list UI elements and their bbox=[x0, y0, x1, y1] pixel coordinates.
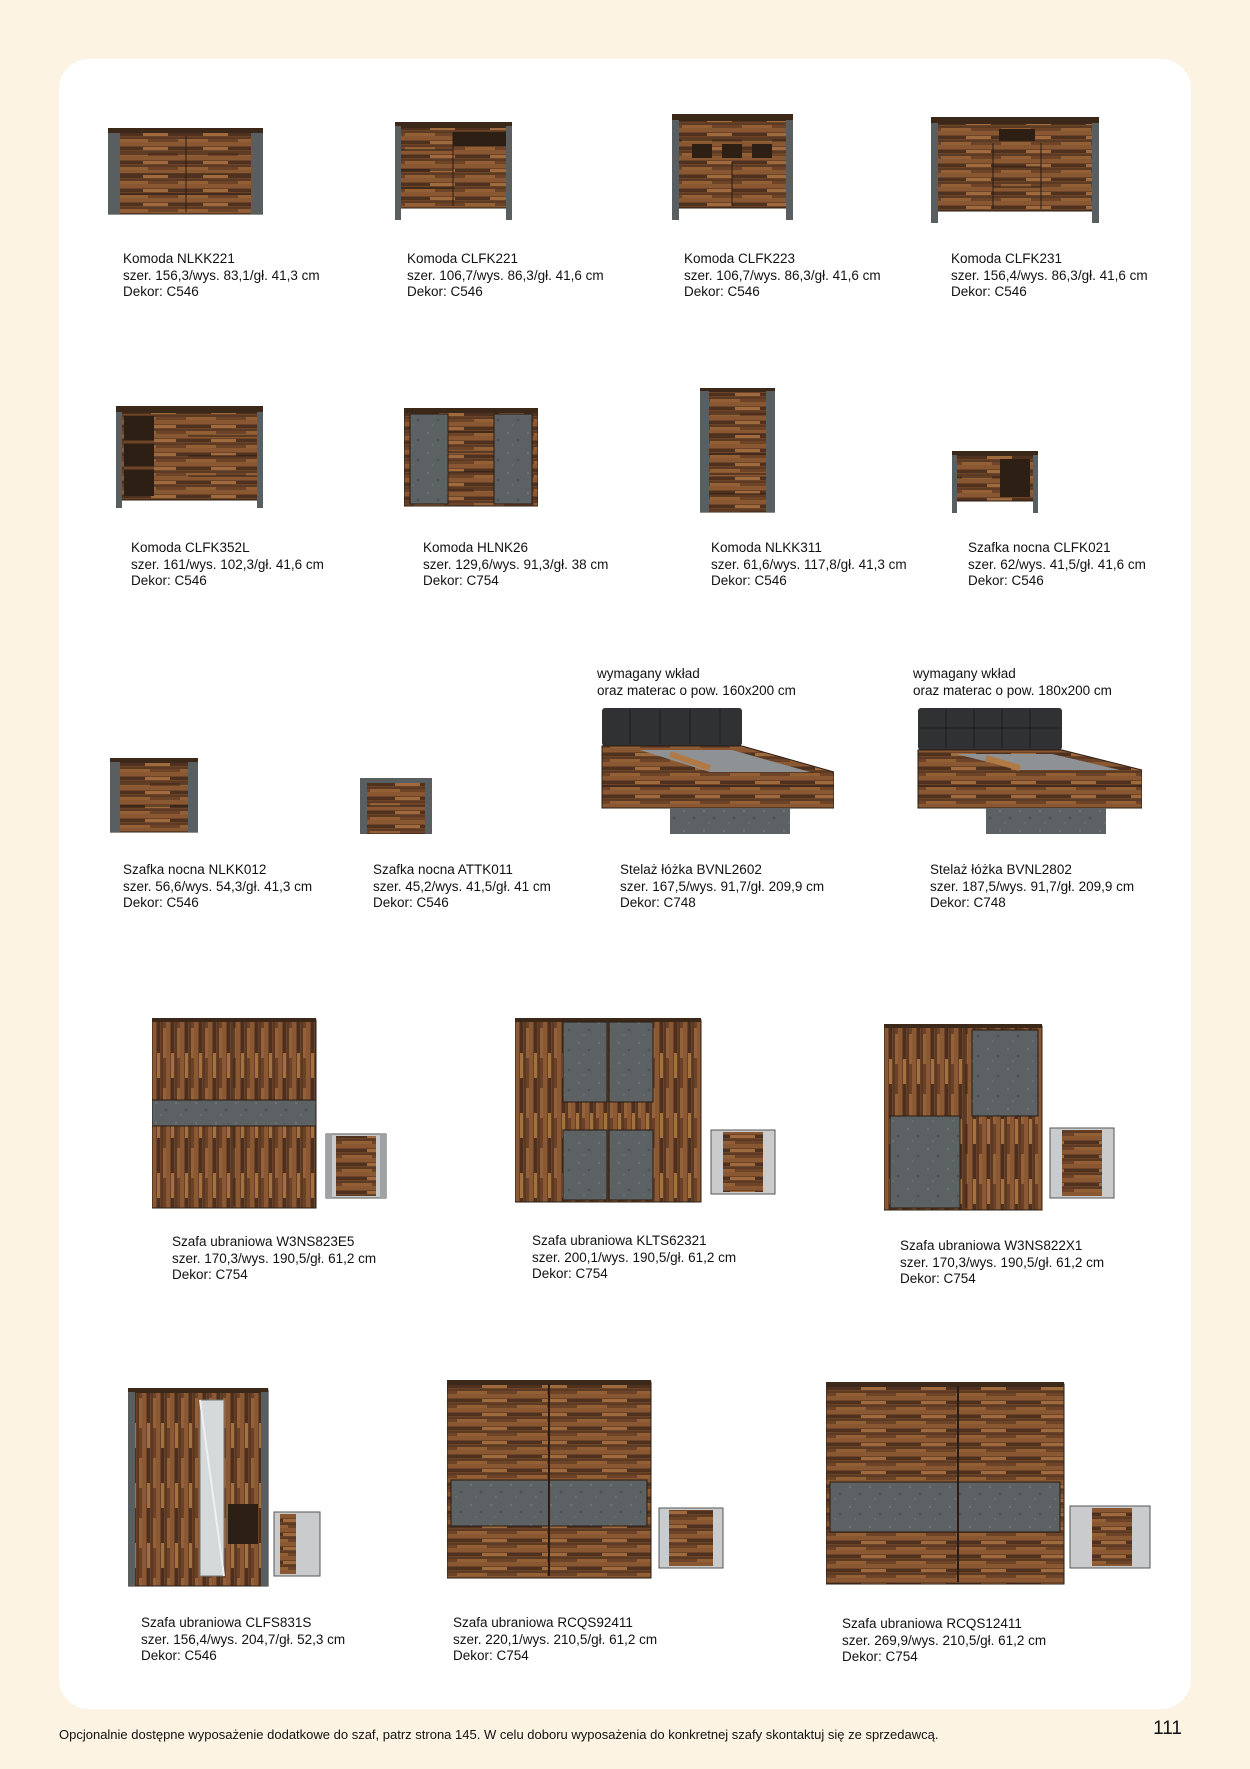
product-caption bbox=[407, 251, 604, 301]
product-name: Komoda CLFK352L bbox=[131, 540, 250, 555]
product-decor: Dekor: C546 bbox=[141, 1648, 217, 1663]
product-dimensions: szer. 187,5/wys. 91,7/gł. 209,9 cm bbox=[930, 878, 1135, 894]
product-dimensions: szer. 129,6/wys. 91,3/gł. 38 cm bbox=[423, 556, 609, 572]
product-image-w3ns823e5 bbox=[152, 1018, 388, 1210]
product-decor: Dekor: C754 bbox=[172, 1267, 248, 1282]
footer-note: Opcjonalnie dostępne wyposażenie dodatkowe do szaf, patrz strona 145. W celu doboru wyposażenia do konkretnej szafy skontaktuj się ze sprzedawcą. bbox=[59, 1727, 939, 1742]
product-image-clfk223 bbox=[672, 114, 793, 220]
product-decor: Dekor: C546 bbox=[407, 284, 483, 299]
product-name: Szafka nocna ATTK011 bbox=[373, 862, 513, 877]
product-caption bbox=[172, 1234, 376, 1284]
product-decor: Dekor: C546 bbox=[968, 573, 1044, 588]
product-caption bbox=[123, 862, 312, 912]
product-image-attk011 bbox=[360, 778, 432, 834]
product-caption bbox=[968, 540, 1146, 590]
product-name: Komoda NLKK221 bbox=[123, 251, 235, 266]
product-name: Stelaż łóżka BVNL2602 bbox=[620, 862, 762, 877]
product-caption bbox=[930, 862, 1134, 912]
product-image-clfk021 bbox=[952, 451, 1038, 513]
product-name: Komoda HLNK26 bbox=[423, 540, 529, 555]
product-caption bbox=[423, 540, 608, 590]
product-image-clfk352l bbox=[116, 406, 263, 508]
bed-note-line: oraz materac o pow. 160x200 cm bbox=[597, 682, 796, 698]
product-caption bbox=[532, 1233, 736, 1283]
product-image-rcqs12411 bbox=[826, 1382, 1152, 1586]
product-name: Szafka nocna CLFK021 bbox=[968, 540, 1111, 555]
product-image-nlkk311 bbox=[700, 388, 775, 514]
product-image-klts62321 bbox=[515, 1018, 777, 1204]
product-decor: Dekor: C754 bbox=[532, 1266, 608, 1281]
product-caption bbox=[842, 1616, 1046, 1666]
product-caption bbox=[373, 862, 551, 912]
product-decor: Dekor: C748 bbox=[930, 895, 1006, 910]
product-dimensions: szer. 106,7/wys. 86,3/gł. 41,6 cm bbox=[407, 267, 604, 283]
product-decor: Dekor: C748 bbox=[620, 895, 696, 910]
product-dimensions: szer. 156,3/wys. 83,1/gł. 41,3 cm bbox=[123, 267, 320, 283]
product-decor: Dekor: C546 bbox=[684, 284, 760, 299]
product-dimensions: szer. 200,1/wys. 190,5/gł. 61,2 cm bbox=[532, 1249, 737, 1265]
product-image-bvnl2602 bbox=[600, 706, 834, 836]
product-dimensions: szer. 56,6/wys. 54,3/gł. 41,3 cm bbox=[123, 878, 313, 894]
product-dimensions: szer. 170,3/wys. 190,5/gł. 61,2 cm bbox=[172, 1250, 377, 1266]
product-dimensions: szer. 62/wys. 41,5/gł. 41,6 cm bbox=[968, 556, 1146, 572]
product-name: Komoda CLFK223 bbox=[684, 251, 796, 266]
bed-note-line: wymagany wkład bbox=[913, 666, 1016, 681]
product-name: Szafa ubraniowa KLTS62321 bbox=[532, 1233, 707, 1248]
product-name: Komoda CLFK221 bbox=[407, 251, 519, 266]
product-dimensions: szer. 45,2/wys. 41,5/gł. 41 cm bbox=[373, 878, 551, 894]
product-decor: Dekor: C546 bbox=[711, 573, 787, 588]
product-image-nlkk012 bbox=[110, 758, 198, 834]
product-caption bbox=[123, 251, 320, 301]
page-number: 111 bbox=[1153, 1718, 1182, 1739]
product-dimensions: szer. 156,4/wys. 204,7/gł. 52,3 cm bbox=[141, 1631, 346, 1647]
product-image-w3ns822x1 bbox=[884, 1024, 1116, 1212]
product-caption bbox=[131, 540, 324, 590]
product-name: Szafa ubraniowa RCQS92411 bbox=[453, 1615, 633, 1630]
product-dimensions: szer. 106,7/wys. 86,3/gł. 41,6 cm bbox=[684, 267, 881, 283]
product-caption bbox=[900, 1238, 1104, 1288]
product-decor: Dekor: C754 bbox=[842, 1649, 918, 1664]
product-image-hlnk26 bbox=[404, 408, 538, 512]
product-dimensions: szer. 269,9/wys. 210,5/gł. 61,2 cm bbox=[842, 1632, 1047, 1648]
bed-note bbox=[597, 666, 796, 699]
product-dimensions: szer. 170,3/wys. 190,5/gł. 61,2 cm bbox=[900, 1254, 1105, 1270]
product-decor: Dekor: C546 bbox=[123, 284, 199, 299]
product-decor: Dekor: C754 bbox=[423, 573, 499, 588]
bed-note-line: wymagany wkład bbox=[597, 666, 700, 681]
product-caption bbox=[453, 1615, 657, 1665]
product-decor: Dekor: C546 bbox=[123, 895, 199, 910]
product-name: Komoda CLFK231 bbox=[951, 251, 1063, 266]
product-image-clfk231 bbox=[931, 117, 1099, 223]
product-caption bbox=[711, 540, 907, 590]
product-caption bbox=[620, 862, 824, 912]
product-decor: Dekor: C546 bbox=[373, 895, 449, 910]
product-name: Szafka nocna NLKK012 bbox=[123, 862, 267, 877]
product-dimensions: szer. 156,4/wys. 86,3/gł. 41,6 cm bbox=[951, 267, 1148, 283]
product-name: Szafa ubraniowa CLFS831S bbox=[141, 1615, 312, 1630]
product-image-clfs831s bbox=[128, 1388, 322, 1588]
bed-note-line: oraz materac o pow. 180x200 cm bbox=[913, 682, 1112, 698]
product-name: Szafa ubraniowa W3NS823E5 bbox=[172, 1234, 355, 1249]
product-dimensions: szer. 61,6/wys. 117,8/gł. 41,3 cm bbox=[711, 556, 907, 572]
product-caption bbox=[141, 1615, 345, 1665]
product-decor: Dekor: C546 bbox=[951, 284, 1027, 299]
product-decor: Dekor: C754 bbox=[900, 1271, 976, 1286]
product-caption bbox=[951, 251, 1148, 301]
product-decor: Dekor: C546 bbox=[131, 573, 207, 588]
product-decor: Dekor: C754 bbox=[453, 1648, 529, 1663]
product-name: Szafa ubraniowa RCQS12411 bbox=[842, 1616, 1022, 1631]
product-name: Komoda NLKK311 bbox=[711, 540, 822, 555]
bed-note bbox=[913, 666, 1112, 699]
product-name: Szafa ubraniowa W3NS822X1 bbox=[900, 1238, 1083, 1253]
product-image-nlkk221 bbox=[108, 128, 263, 220]
product-image-clfk221 bbox=[395, 122, 512, 220]
product-dimensions: szer. 220,1/wys. 210,5/gł. 61,2 cm bbox=[453, 1631, 658, 1647]
product-name: Stelaż łóżka BVNL2802 bbox=[930, 862, 1072, 877]
product-caption bbox=[684, 251, 881, 301]
product-image-rcqs92411 bbox=[447, 1380, 725, 1580]
product-image-bvnl2802 bbox=[916, 706, 1142, 836]
product-dimensions: szer. 161/wys. 102,3/gł. 41,6 cm bbox=[131, 556, 324, 572]
product-dimensions: szer. 167,5/wys. 91,7/gł. 209,9 cm bbox=[620, 878, 825, 894]
